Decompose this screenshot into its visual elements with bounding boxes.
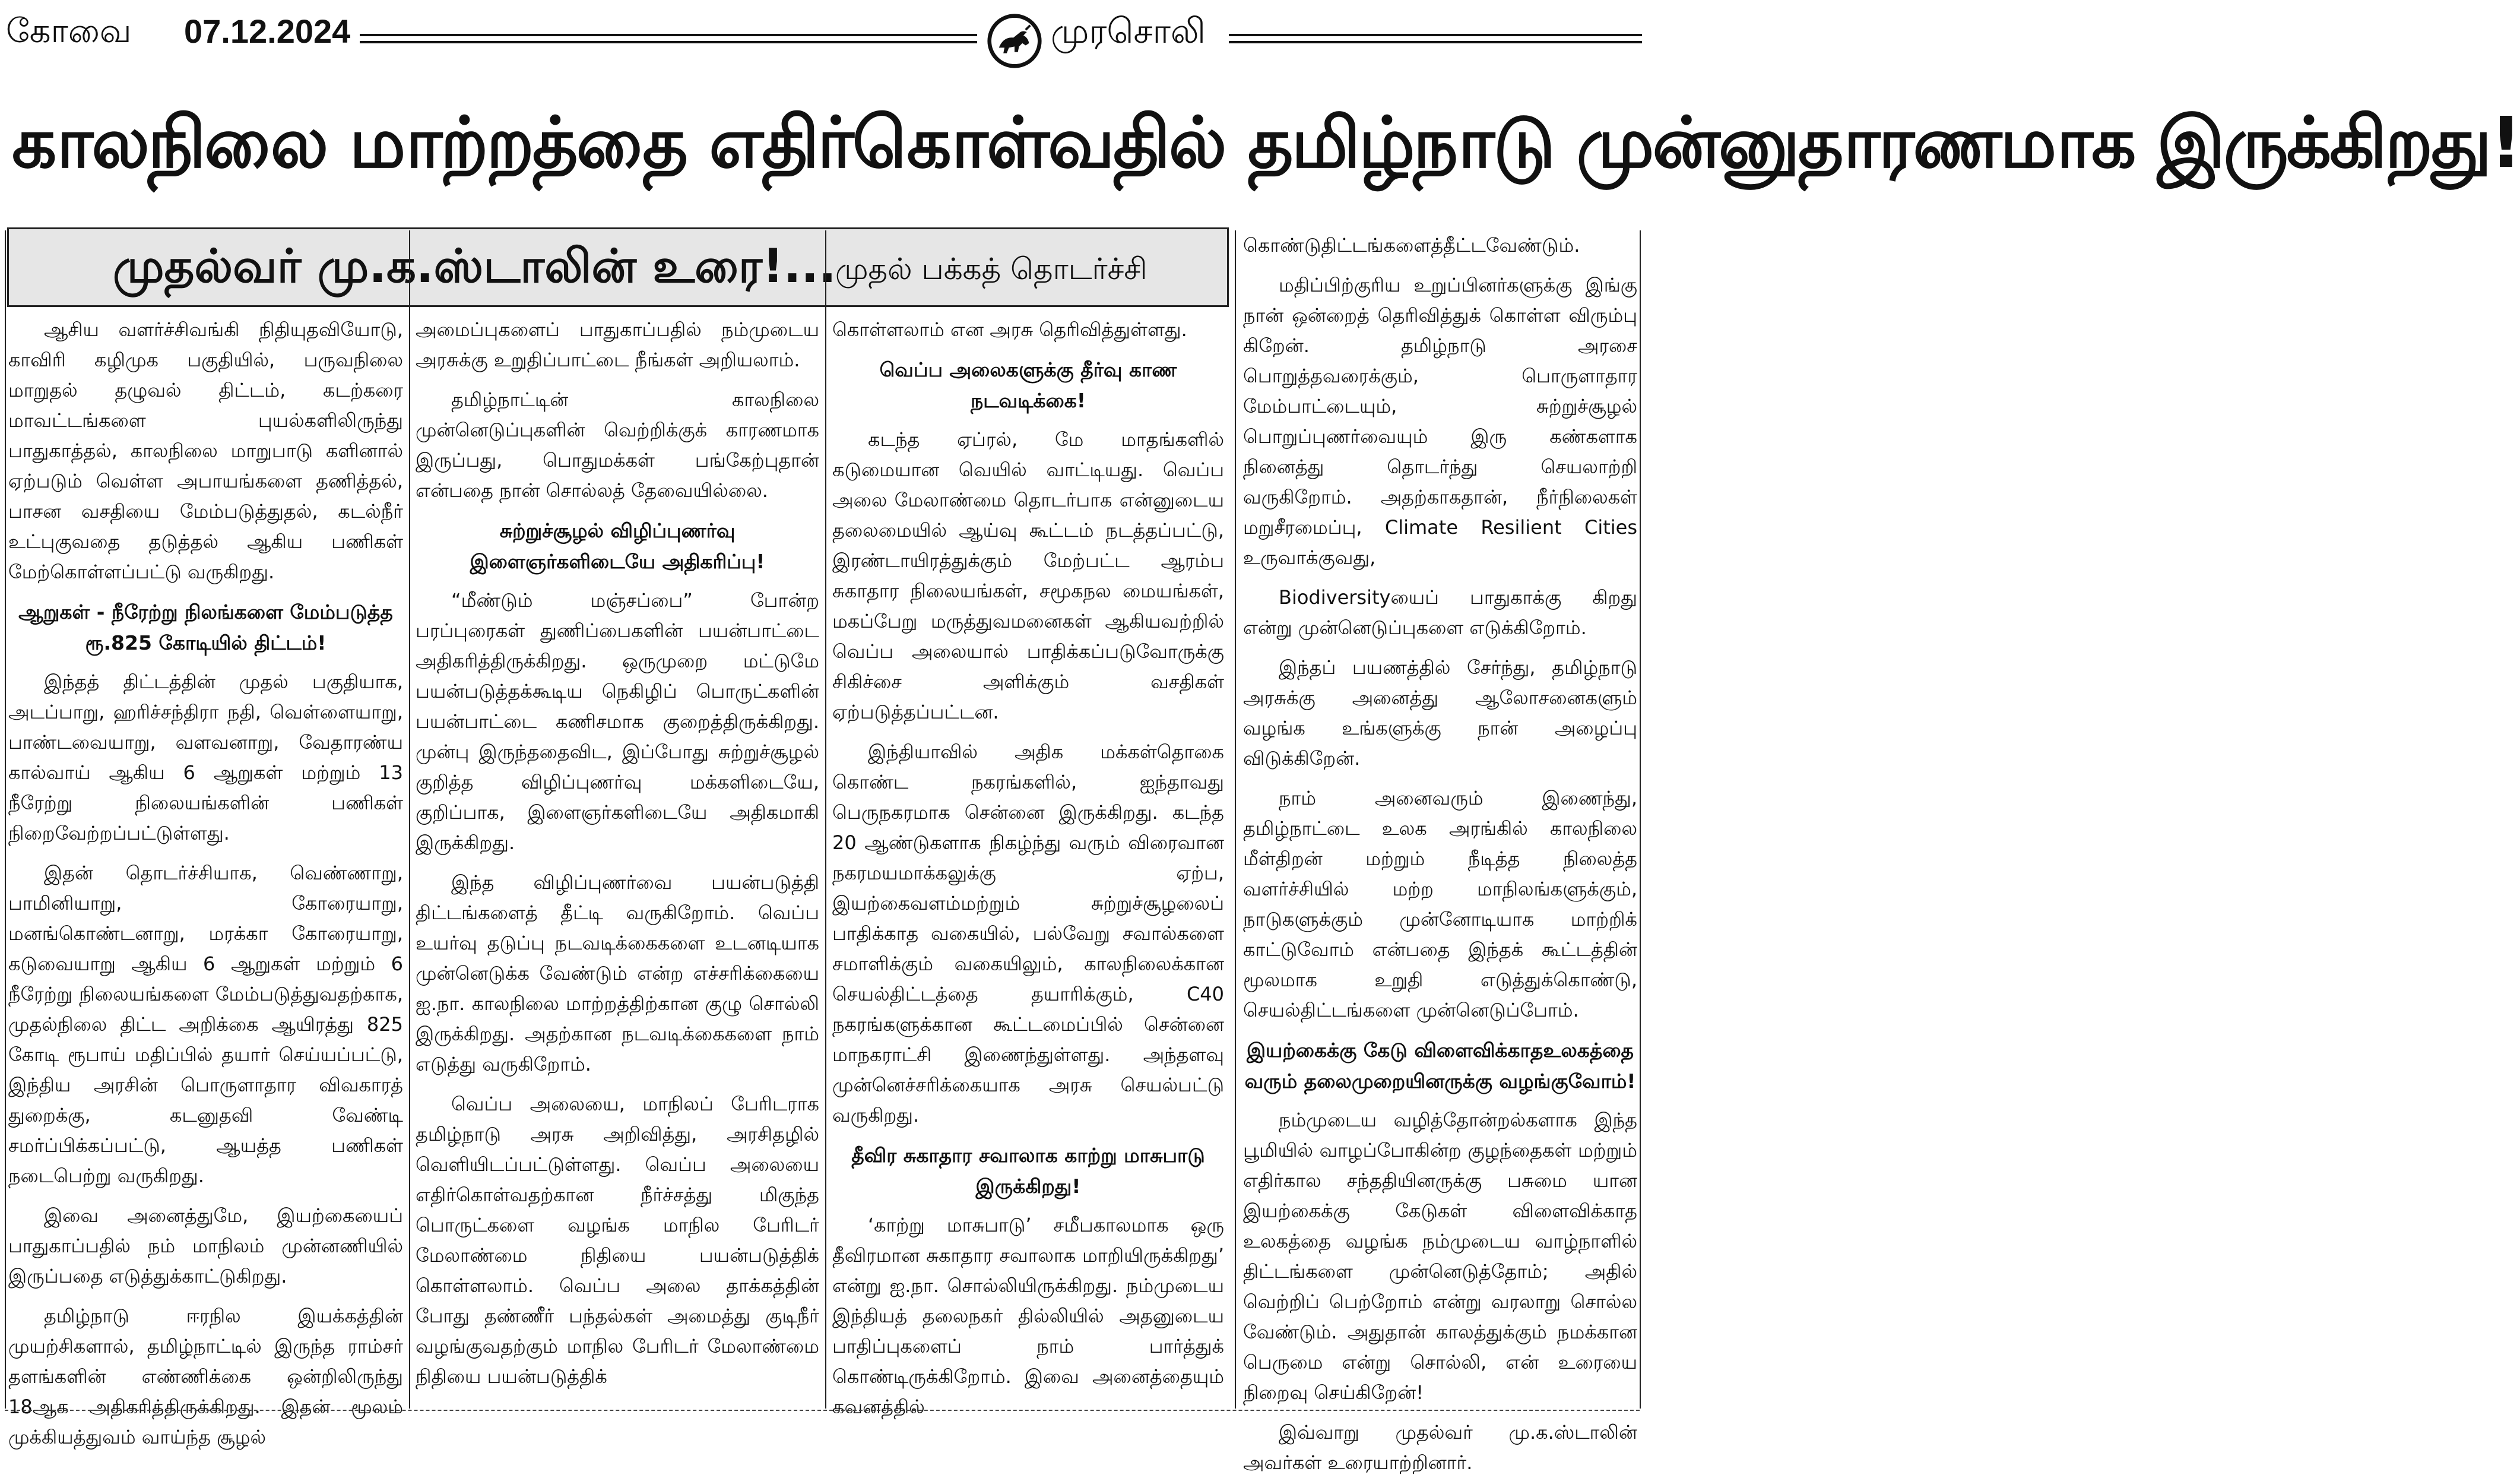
article-column-2 — [416, 315, 819, 1407]
subhead-box — [7, 227, 1229, 307]
paragraph: இந்தத் திட்டத்தின் முதல் பகுதியாக, அடப்பாறு, ஹரிச்சந்திரா நதி, வெள்ளையாறு, பாண்டவையாறு, வளவனாறு, வேதாரண்ய கால்வாய் ஆகிய 6 ஆறுகள் மற்றும் 13 நீரேற்று நிலையங்களின் பணிகள் நிறைவேற்றப்பட்டுள்ளது. — [8, 670, 403, 844]
column-rule — [5, 230, 6, 1409]
paragraph: “மீண்டும் மஞ்சப்பை” போன்ற பரப்புரைகள் துணிப்பைகளின் பயன்பாட்டை அதிகரித்திருக்கிறது. ஒருமுறை மட்டுமே பயன்படுத்தக்கூடிய நெகிழிப் பொருட்களின் பயன்பாட்டை கணிசமாக குறைத்திருக்கிறது. முன்பு இருந்ததைவிட, இப்போது சுற்றுச்சூழல் குறித்த விழிப்புணர்வு மக்களிடையே, குறிப்பாக, இளைஞர்களிடையே அதிகமாகி இருக்கிறது. — [416, 589, 819, 854]
masthead-rule-left — [360, 34, 977, 43]
masthead-date: 07.12.2024 — [184, 12, 351, 50]
section-heading: ஆறுகள் - நீரேற்று நிலங்களை மேம்படுத்த ரூ.825 கோடியில் திட்டம்! — [18, 600, 393, 654]
article-column-4 — [1243, 230, 1637, 1474]
column-rule — [409, 230, 410, 1409]
paragraph: கொண்டுதிட்டங்களைத்தீட்டவேண்டும். — [1243, 234, 1580, 257]
section-heading: சுற்றுச்சூழல் விழிப்புணர்வு இளைஞர்களிடையே அதிகரிப்பு! — [470, 519, 765, 573]
masthead-city: கோவை — [6, 12, 132, 50]
paragraph: Biodiversityயைப் பாதுகாக்கு கிறது என்று முன்னெடுப்புகளை எடுக்கிறோம். — [1243, 586, 1637, 639]
section-heading: வெப்ப அலைகளுக்கு தீர்வு காண நடவடிக்கை! — [879, 358, 1177, 412]
paragraph: தமிழ்நாட்டின் காலநிலை முன்னெடுப்புகளின் வெற்றிக்குக் காரணமாக இருப்பது, பொதுமக்கள் பங்கேற்புதான் என்பதை நான் சொல்லத் தேவையில்லை. — [416, 388, 819, 502]
paragraph: தமிழ்நாடு ஈரநில இயக்கத்தின் முயற்சிகளால், தமிழ்நாட்டில் இருந்த ராம்சர் தளங்களின் எண்ணிக்கை ஒன்றிலிருந்து 18ஆக அதிகரித்திருக்கிறது. இதன் மூலம் முக்கியத்துவம் வாய்ந்த சூழல் — [8, 1305, 403, 1448]
paragraph: கடந்த ஏப்ரல், மே மாதங்களில் கடுமையான வெயில் வாட்டியது. வெப்ப அலை மேலாண்மை தொடர்பாக என்னுடைய தலைமையில் ஆய்வு கூட்டம் நடத்தப்பட்டு, இரண்டாயிரத்துக்கும் மேற்பட்ட ஆரம்ப சுகாதார நிலையங்கள், சமூகநல மையங்கள், மகப்பேறு மருத்துவமனைகள் ஆகியவற்றில் வெப்ப அலையால் பாதிக்கப்படுவோருக்கு சிகிச்சை அளிக்கும் வசதிகள் ஏற்படுத்தப்பட்டன. — [832, 428, 1224, 723]
paragraph: இவ்வாறு முதல்வர் மு.க.ஸ்டாலின் அவர்கள் உரையாற்றினார். — [1243, 1421, 1637, 1474]
article-column-3 — [832, 315, 1224, 1418]
paragraph: நாம் அனைவரும் இணைந்து, தமிழ்நாட்டை உலக அரங்கில் காலநிலை மீள்திறன் மற்றும் நீடித்த நிலைத்த வளர்ச்சியில் மற்ற மாநிலங்களுக்கும், நாடுகளுக்கும் முன்னோடியாக மாற்றிக் காட்டுவோம் என்பதை இந்தக் கூட்டத்தின் மூலமாக உறுதி எடுத்துக்கொண்டு, செயல்திட்டங்களை முன்னெடுப்போம். — [1243, 787, 1637, 1021]
bull-emblem-icon — [987, 13, 1042, 69]
main-headline: காலநிலை மாற்றத்தை எதிர்கொள்வதில் தமிழ்நாடு முன்னுதாரணமாக இருக்கிறது! — [12, 102, 2520, 183]
paragraph: இவை அனைத்துமே, இயற்கையைப் பாதுகாப்பதில் நம் மாநிலம் முன்னணியில் இருப்பதை எடுத்துக்காட்டுகிறது. — [8, 1204, 403, 1287]
masthead-paper-name: முரசொலி — [1051, 11, 1206, 51]
paragraph: நம்முடைய வழித்தோன்றல்களாக இந்த பூமியில் வாழப்போகின்ற குழந்தைகள் மற்றும் எதிர்கால சந்ததியினருக்கு பசுமை யான இயற்கைக்கு கேடுகள் விளைவிக்காத உலகத்தை வழங்க நம்முடைய வாழ்நாளில் திட்டங்களை முன்னெடுத்தோம்; அதில் வெற்றிப் பெற்றோம் என்று வரலாறு சொல்ல வேண்டும். அதுதான் காலத்துக்கும் நமக்கான பெருமை என்று சொல்லி, என் உரையை நிறைவு செய்கிறேன்! — [1243, 1109, 1637, 1404]
paragraph: இந்தப் பயணத்தில் சேர்ந்து, தமிழ்நாடு அரசுக்கு அனைத்து ஆலோசனைகளும் வழங்க உங்களுக்கு நான் அழைப்பு விடுக்கிறேன். — [1243, 656, 1637, 770]
paragraph: இந்தியாவில் அதிக மக்கள்தொகை கொண்ட நகரங்களில், ஐந்தாவது பெருநகரமாக சென்னை இருக்கிறது. கடந்த 20 ஆண்டுகளாக நிகழ்ந்து வரும் விரைவான நகரமயமாக்கலுக்கு ஏற்ப, இயற்கைவளம்மற்றும் சுற்றுச்சூழலைப் பாதிக்காத வகையில், பல்வேறு சவால்களை சமாளிக்கும் வகையிலும், காலநிலைக்கான செயல்திட்டத்தை தயாரிக்கும், C40 நகரங்களுக்கான கூட்டமைப்பில் சென்னை மாநகராட்சி இணைந்துள்ளது. அந்தளவு முன்னெச்சரிக்கையாக அரசு செயல்பட்டு வருகிறது. — [832, 740, 1224, 1126]
paragraph: இந்த விழிப்புணர்வை பயன்படுத்தி திட்டங்களைத் தீட்டி வருகிறோம். வெப்ப உயர்வு தடுப்பு நடவடிக்கைகளை உடனடியாக முன்னெடுக்க வேண்டும் என்ற எச்சரிக்கையை ஐ.நா. காலநிலை மாற்றத்திற்கான குழு சொல்லி இருக்கிறது. அதற்கான நடவடிக்கைகளை நாம் எடுத்து வருகிறோம். — [416, 871, 819, 1075]
masthead — [0, 0, 1642, 83]
paragraph: மதிப்பிற்குரிய உறுப்பினர்களுக்கு இங்கு நான் ஒன்றைத் தெரிவித்துக் கொள்ள விரும்பு கிறேன். தமிழ்நாடு அரசை பொறுத்தவரைக்கும், பொருளாதார மேம்பாட்டையும், சுற்றுச்சூழல் பொறுப்புணர்வையும் இரு கண்களாக நினைத்து தொடர்ந்து செயலாற்றி வருகிறோம். அதற்காகதான், நீர்நிலைகள் மறுசீரமைப்பு, Climate Resilient Cities உருவாக்குவது, — [1243, 274, 1637, 569]
paragraph: அமைப்புகளைப் பாதுகாப்பதில் நம்முடைய அரசுக்கு உறுதிப்பாட்டை நீங்கள் அறியலாம். — [416, 318, 819, 371]
bottom-rule — [5, 1410, 1640, 1411]
column-rule — [1235, 230, 1236, 1409]
column-rule — [1640, 230, 1641, 1409]
section-heading: இயற்கைக்கு கேடு விளைவிக்காதஉலகத்தை வரும் தலைமுறையினருக்கு வழங்குவோம்! — [1244, 1039, 1636, 1093]
column-rule — [825, 230, 826, 1409]
paragraph: ‘காற்று மாசுபாடு’ சமீபகாலமாக ஒரு தீவிரமான சுகாதார சவாலாக மாறியிருக்கிறது’ என்று ஐ.நா. சொல்லியிருக்கிறது. நம்முடைய இந்தியத் தலைநகர் தில்லியில் அதனுடைய பாதிப்புகளைப் நாம் பார்த்துக் கொண்டிருக்கிறோம். இவை அனைத்தையும் கவனத்தில் — [832, 1214, 1224, 1418]
article-column-1 — [8, 315, 403, 1448]
paragraph: ஆசிய வளர்ச்சிவங்கி நிதியுதவியோடு, காவிரி கழிமுக பகுதியில், பருவநிலை மாறுதல் தழுவல் திட்டம், கடற்கரை மாவட்டங்களை புயல்களிலிருந்து பாதுகாத்தல், காலநிலை மாறுபாடு களினால் ஏற்படும் வெள்ள அபாயங்களை தணித்தல், பாசன வசதியை மேம்படுத்துதல், கடல்நீர் உட்புகுவதை தடுத்தல் ஆகிய பணிகள் மேற்கொள்ளப்பட்டு வருகிறது. — [8, 318, 403, 583]
masthead-rule-right — [1229, 34, 1642, 43]
paragraph: இதன் தொடர்ச்சியாக, வெண்ணாறு, பாமினியாறு, கோரையாறு, மனங்கொண்டனாறு, மரக்கா கோரையாறு, கடுவையாறு ஆகிய 6 ஆறுகள் மற்றும் 6 நீரேற்று நிலையங்களை மேம்படுத்துவதற்காக, முதல்நிலை திட்ட அறிக்கை ஆயிரத்து 825 கோடி ரூபாய் மதிப்பில் தயார் செய்யப்பட்டு, இந்திய அரசின் பொருளாதார விவகாரத் துறைக்கு, கடனுதவி வேண்டி சமர்ப்பிக்கப்பட்டு, ஆயத்த பணிகள் நடைபெற்று வருகிறது. — [8, 862, 403, 1187]
paragraph: வெப்ப அலையை, மாநிலப் பேரிடராக தமிழ்நாடு அரசு அறிவித்து, அரசிதழில் வெளியிடப்பட்டுள்ளது. வெப்ப அலையை எதிர்கொள்வதற்கான நீர்ச்சத்து மிகுந்த பொருட்களை வழங்க மாநில பேரிடர் மேலாண்மை நிதியை பயன்படுத்திக் கொள்ளலாம். வெப்ப அலை தாக்கத்தின் போது தண்ணீர் பந்தல்கள் அமைத்து குடிநீர் வழங்குவதற்கும் மாநில பேரிடர் மேலாண்மை நிதியை பயன்படுத்திக் — [416, 1093, 819, 1388]
subhead-title: முதல்வர் மு.க.ஸ்டாலின் உரை!... — [113, 240, 836, 293]
paragraph: கொள்ளலாம் என அரசு தெரிவித்துள்ளது. — [832, 318, 1187, 341]
subhead-continuation: முதல் பக்கத் தொடர்ச்சி — [835, 252, 1148, 286]
section-heading: தீவிர சுகாதார சவாலாக காற்று மாசுபாடு இருக்கிறது! — [851, 1144, 1205, 1198]
